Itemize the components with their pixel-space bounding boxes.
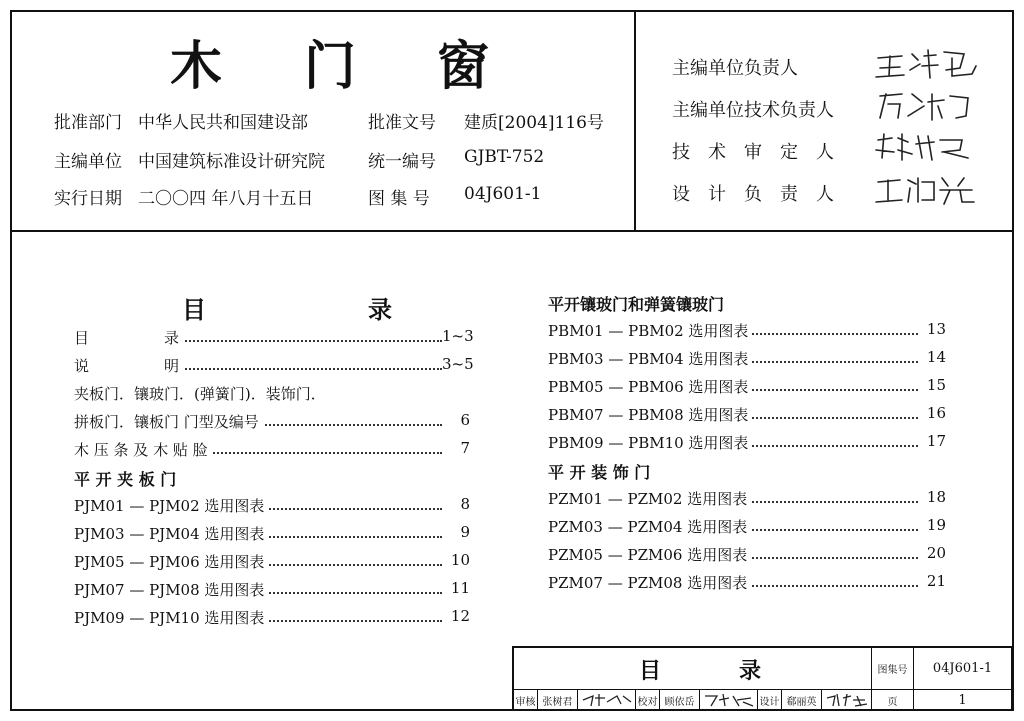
toc-entry[interactable] xyxy=(548,320,946,344)
toc-entry[interactable] xyxy=(548,404,946,428)
proof-signature xyxy=(700,690,758,711)
atlas-title xyxy=(12,24,636,104)
toc-entry-label: PZM07 — PZM08 选用图表 xyxy=(548,572,751,593)
toc-entry-page: 18 xyxy=(918,488,946,506)
toc-entry-label: PZM03 — PZM04 选用图表 xyxy=(548,516,751,537)
toc-entry-page: 1~3 xyxy=(442,327,474,345)
toc-entry-page: 13 xyxy=(918,320,946,338)
handwritten-signature xyxy=(703,692,755,708)
toc-entry[interactable] xyxy=(548,488,946,512)
title-block-atlas-value: 04J601-1 xyxy=(914,648,1012,690)
unified-no-label: 统一编号 xyxy=(368,152,436,172)
title-block-title-char: 录 xyxy=(739,658,762,684)
toc-entry-label: PJM09 — PJM10 选用图表 xyxy=(74,607,268,628)
toc-entry-page: 7 xyxy=(442,439,470,457)
approver-value: 中华人民共和国建设部 xyxy=(138,113,308,133)
toc-entry[interactable] xyxy=(74,439,470,463)
toc-entry[interactable] xyxy=(548,376,946,400)
toc-entry-page: 6 xyxy=(442,411,470,429)
toc-entry-page: 17 xyxy=(918,432,946,450)
toc-entry-label: PBM01 — PBM02 选用图表 xyxy=(548,320,752,341)
approval-doc-label: 批准文号 xyxy=(368,113,436,133)
editor-unit-label: 主编单位 xyxy=(54,152,122,172)
handwritten-signature xyxy=(872,88,982,124)
proof-label: 校对 xyxy=(636,690,660,711)
toc-entry-label: PJM03 — PJM04 选用图表 xyxy=(74,523,268,544)
page-label: 页 xyxy=(872,690,914,711)
toc-title xyxy=(182,290,432,324)
toc-entry[interactable] xyxy=(74,579,470,603)
atlas-no-label: 图 集 号 xyxy=(368,189,430,209)
atlas-title-char: 窗 xyxy=(437,37,490,97)
effective-date-value: 二〇〇四 年八月十五日 xyxy=(138,189,314,209)
toc-entry[interactable] xyxy=(74,327,474,351)
design-signature xyxy=(822,690,872,711)
toc-entry-page: 9 xyxy=(442,523,470,541)
handwritten-signature xyxy=(581,692,633,708)
header-signature-panel xyxy=(636,12,1012,232)
effective-date-label: 实行日期 xyxy=(54,189,122,209)
title-block-title xyxy=(514,648,872,690)
toc-entry-label: PJM01 — PJM02 选用图表 xyxy=(74,495,268,516)
toc-entry-page: 20 xyxy=(918,544,946,562)
approval-doc-value: 建质[2004]116号 xyxy=(464,113,604,133)
toc-entry-label: PBM05 — PBM06 选用图表 xyxy=(548,376,752,397)
title-block xyxy=(512,646,1012,711)
toc-entry-label: PZM01 — PZM02 选用图表 xyxy=(548,488,751,509)
toc-section-heading: 平开镶玻门和弹簧镶玻门 xyxy=(548,295,725,314)
toc-entry[interactable] xyxy=(74,411,470,435)
title-block-title-char: 目 xyxy=(639,658,662,684)
proof-name: 顾依岳 xyxy=(660,690,700,711)
review-label: 审核 xyxy=(514,690,538,711)
toc-entry-page: 8 xyxy=(442,495,470,513)
toc-entry-label: PBM07 — PBM08 选用图表 xyxy=(548,404,752,425)
header xyxy=(12,12,1012,232)
signature-role: 设 计 负 责 人 xyxy=(672,184,834,205)
toc-entry-label: PBM03 — PBM04 选用图表 xyxy=(548,348,752,369)
handwritten-signature xyxy=(872,130,982,166)
review-signature xyxy=(578,690,636,711)
toc-entry[interactable] xyxy=(74,355,474,379)
toc-entry-page: 21 xyxy=(918,572,946,590)
toc-entry[interactable] xyxy=(548,348,946,372)
toc-entry-page: 11 xyxy=(442,579,470,597)
toc-entry-page: 15 xyxy=(918,376,946,394)
unified-no-value: GJBT-752 xyxy=(464,147,545,167)
toc-entry[interactable] xyxy=(548,572,946,596)
handwritten-signature xyxy=(872,46,982,82)
signature-role: 技 术 审 定 人 xyxy=(672,142,834,163)
toc-entry-page: 12 xyxy=(442,607,470,625)
toc-section-heading: 平 开 夹 板 门 xyxy=(74,470,177,489)
toc-entry-label: PJM05 — PJM06 选用图表 xyxy=(74,551,268,572)
handwritten-signature xyxy=(825,692,869,708)
toc-entry[interactable] xyxy=(548,544,946,568)
handwritten-signature xyxy=(872,172,982,208)
toc-entry-label: PJM07 — PJM08 选用图表 xyxy=(74,579,268,600)
atlas-title-char: 门 xyxy=(304,37,357,97)
toc-entry-page: 10 xyxy=(442,551,470,569)
page-value: 1 xyxy=(914,690,1012,711)
editor-unit-value: 中国建筑标准设计研究院 xyxy=(138,152,325,172)
toc-entry[interactable] xyxy=(74,495,470,519)
toc-entry-page: 14 xyxy=(918,348,946,366)
toc-entry-label: PBM09 — PBM10 选用图表 xyxy=(548,432,752,453)
title-block-atlas-label: 图集号 xyxy=(872,648,914,690)
design-label: 设计 xyxy=(758,690,782,711)
toc-entry[interactable] xyxy=(548,516,946,540)
toc-entry-label: 说 明 xyxy=(74,355,183,376)
toc-entry-label: 目 录 xyxy=(74,327,183,348)
toc-entry[interactable] xyxy=(548,432,946,456)
signature-role: 主编单位技术负责人 xyxy=(672,100,834,121)
toc-entry[interactable] xyxy=(74,383,470,407)
atlas-no-value: 04J601-1 xyxy=(464,184,542,204)
toc-title-char: 录 xyxy=(368,295,392,324)
toc-entry-label: 木 压 条 及 木 贴 脸 xyxy=(74,439,212,460)
toc-entry[interactable] xyxy=(74,551,470,575)
toc-entry-label: PZM05 — PZM06 选用图表 xyxy=(548,544,751,565)
approver-label: 批准部门 xyxy=(54,113,122,133)
toc-entry-label: 夹板门．镶玻门．(弹簧门)．装饰门． xyxy=(74,383,330,404)
toc-entry-page: 16 xyxy=(918,404,946,422)
toc-title-char: 目 xyxy=(182,295,206,324)
review-name: 张树君 xyxy=(538,690,578,711)
signature-role: 主编单位负责人 xyxy=(672,58,798,79)
toc-entry[interactable] xyxy=(74,523,470,547)
toc-entry-label: 拼板门．镶板门 门型及编号 xyxy=(74,411,263,432)
atlas-title-char: 木 xyxy=(170,37,223,97)
design-name: 郗丽英 xyxy=(782,690,822,711)
header-info-panel xyxy=(12,12,636,232)
drawing-sheet xyxy=(10,10,1014,711)
toc-entry-page: 19 xyxy=(918,516,946,534)
toc-section-heading: 平 开 装 饰 门 xyxy=(548,463,651,482)
toc-entry[interactable] xyxy=(74,607,470,631)
toc-entry-page: 3~5 xyxy=(442,355,474,373)
